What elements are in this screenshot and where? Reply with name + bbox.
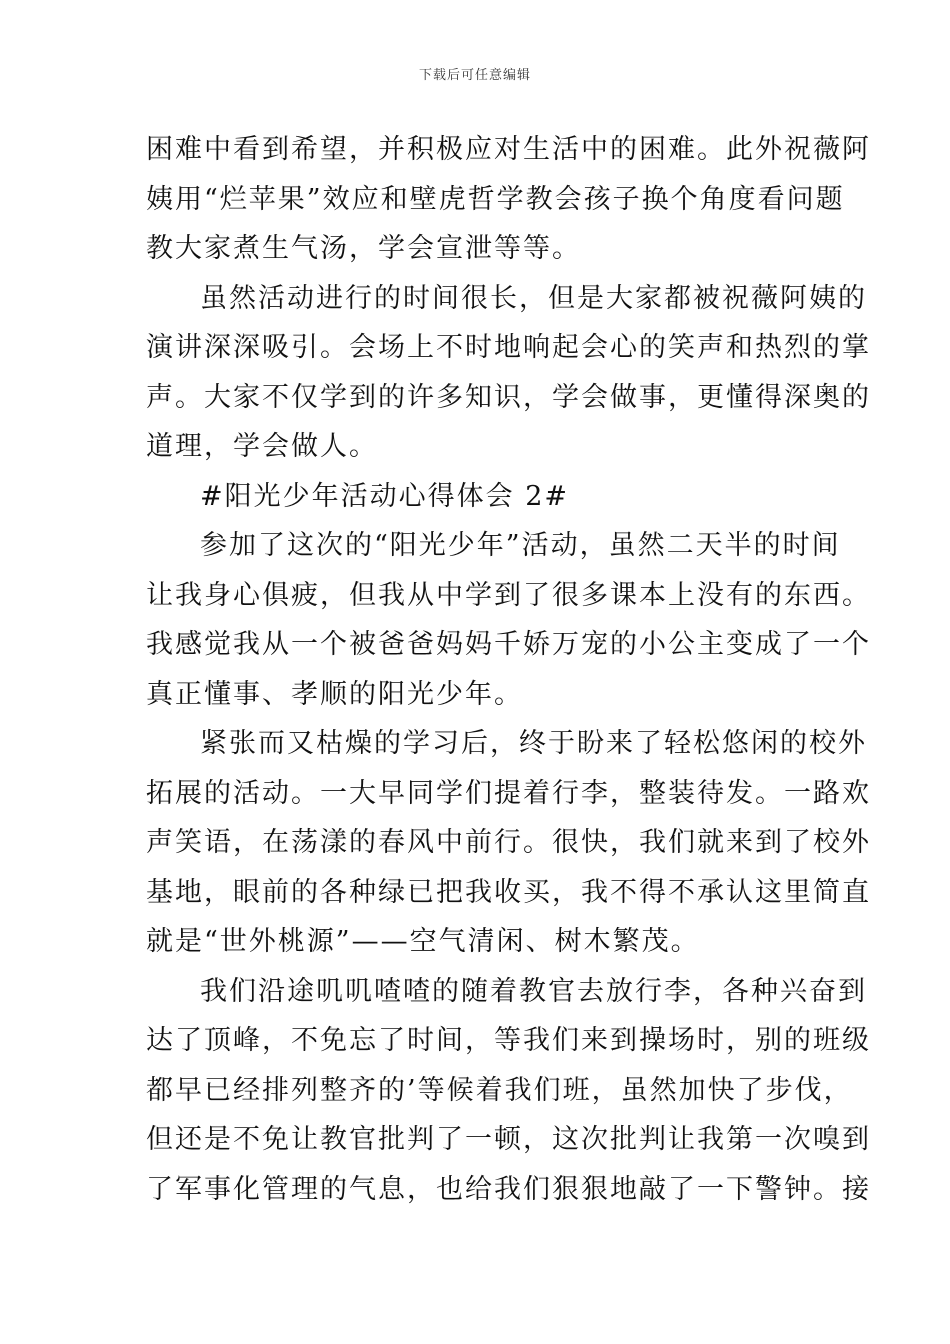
page-header: 下载后可任意编辑 xyxy=(418,68,531,83)
text-line: 参加了这次的“阳光少年”活动，虽然二天半的时间 xyxy=(200,530,841,561)
text-line: 演讲深深吸引。会场上不时地响起会心的笑声和热烈的掌 xyxy=(146,332,871,363)
document-body xyxy=(146,125,871,1214)
text-line: 达了顶峰，不免忘了时间，等我们来到操场时，别的班级 xyxy=(146,1025,871,1056)
text-line: 声。大家不仅学到的许多知识，学会做事，更懂得深奥的 xyxy=(146,381,871,413)
text-line: 都早已经排列整齐的’等候着我们班，虽然加快了步伐， xyxy=(146,1074,853,1106)
text-line: 真正懂事、孝顺的阳光少年。 xyxy=(146,678,523,710)
text-line: 声笑语，在荡漾的春风中前行。很快，我们就来到了校外 xyxy=(146,827,871,858)
text-line: 教大家煮生气汤，学会宣泄等等。 xyxy=(146,233,581,264)
text-line: 就是“世外桃源”——空气清闲、树木繁茂。 xyxy=(146,926,700,957)
text-line: 紧张而又枯燥的学习后，终于盼来了轻松悠闲的校外 xyxy=(200,728,867,759)
text-line: 姨用“烂苹果”效应和壁虎哲学教会孩子换个角度看问题 xyxy=(146,183,845,215)
text-line: 道理，学会做人。 xyxy=(146,431,378,462)
text-line: 虽然活动进行的时间很长，但是大家都被祝薇阿姨的 xyxy=(200,282,867,314)
text-line: 困难中看到希望，并积极应对生活中的困难。此外祝薇阿 xyxy=(146,134,871,165)
text-line: 我感觉我从一个被爸爸妈妈千娇万宠的小公主变成了一个 xyxy=(146,629,871,660)
section-heading: #阳光少年活动心得体会 2# xyxy=(200,480,570,512)
text-line: 我们沿途叽叽喳喳的随着教官去放行李，各种兴奋到 xyxy=(200,975,867,1007)
text-line: 了军事化管理的气息，也给我们狠狠地敲了一下警钟。接 xyxy=(146,1173,871,1205)
text-line: 让我身心俱疲，但我从中学到了很多课本上没有的东西。 xyxy=(146,579,871,611)
text-line: 但还是不免让教官批判了一顿，这次批判让我第一次嗅到 xyxy=(146,1124,871,1155)
text-line: 基地，眼前的各种绿已把我收买，我不得不承认这里简直 xyxy=(146,876,871,908)
text-line: 拓展的活动。一大早同学们提着行李，整装待发。一路欢 xyxy=(146,777,871,809)
